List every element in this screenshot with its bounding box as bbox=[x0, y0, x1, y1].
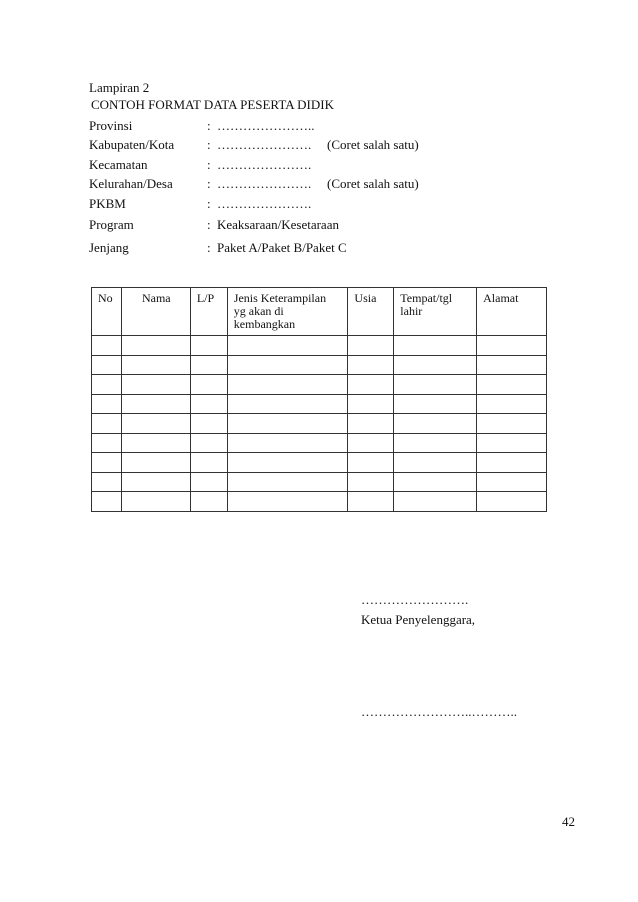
table-cell[interactable] bbox=[227, 492, 348, 512]
table-cell[interactable] bbox=[190, 414, 227, 434]
table-cell[interactable] bbox=[348, 472, 394, 492]
table-cell[interactable] bbox=[121, 375, 190, 395]
table-cell[interactable] bbox=[348, 375, 394, 395]
table-row bbox=[92, 336, 547, 356]
column-header: L/P bbox=[190, 288, 227, 336]
field-value: Paket A/Paket B/Paket C bbox=[217, 239, 347, 255]
field-value: ………………….. bbox=[217, 117, 315, 133]
field-value: …………………. bbox=[217, 137, 312, 153]
table-cell[interactable] bbox=[348, 453, 394, 473]
table-row bbox=[92, 433, 547, 453]
table-cell[interactable] bbox=[92, 336, 122, 356]
field-label: Kelurahan/Desa bbox=[89, 176, 173, 192]
table-row bbox=[92, 355, 547, 375]
column-header: Alamat bbox=[477, 288, 547, 336]
signature-name-line: ……………………..……….. bbox=[361, 704, 517, 719]
table-cell[interactable] bbox=[394, 375, 477, 395]
field-colon: : bbox=[207, 117, 211, 133]
field-note: (Coret salah satu) bbox=[327, 176, 419, 192]
field-colon: : bbox=[207, 176, 211, 192]
table-cell[interactable] bbox=[227, 414, 348, 434]
page-number: 42 bbox=[562, 814, 575, 829]
identity-fields bbox=[89, 116, 419, 258]
field-row-kecamatan bbox=[89, 155, 419, 175]
table-cell[interactable] bbox=[121, 336, 190, 356]
form-title: CONTOH FORMAT DATA PESERTA DIDIK bbox=[91, 97, 334, 112]
field-colon: : bbox=[207, 156, 211, 172]
table-cell[interactable] bbox=[227, 355, 348, 375]
column-header: Nama bbox=[121, 288, 190, 336]
table-cell[interactable] bbox=[92, 394, 122, 414]
table-cell[interactable] bbox=[92, 375, 122, 395]
table-cell[interactable] bbox=[394, 492, 477, 512]
table-cell[interactable] bbox=[190, 472, 227, 492]
table-row bbox=[92, 453, 547, 473]
field-row-kabupaten bbox=[89, 136, 419, 156]
table-cell[interactable] bbox=[227, 394, 348, 414]
table-cell[interactable] bbox=[121, 453, 190, 473]
signature-place-date: ……………………. bbox=[361, 592, 469, 607]
table-cell[interactable] bbox=[348, 336, 394, 356]
table-cell[interactable] bbox=[477, 414, 547, 434]
table-cell[interactable] bbox=[227, 375, 348, 395]
field-colon: : bbox=[207, 239, 211, 255]
table-cell[interactable] bbox=[394, 394, 477, 414]
table-cell[interactable] bbox=[190, 492, 227, 512]
table-cell[interactable] bbox=[477, 336, 547, 356]
table-cell[interactable] bbox=[394, 433, 477, 453]
table-cell[interactable] bbox=[227, 336, 348, 356]
field-value: Keaksaraan/Kesetaraan bbox=[217, 217, 339, 233]
table-cell[interactable] bbox=[121, 394, 190, 414]
table-cell[interactable] bbox=[394, 453, 477, 473]
table-cell[interactable] bbox=[477, 453, 547, 473]
participant-table bbox=[91, 287, 547, 512]
table-cell[interactable] bbox=[121, 492, 190, 512]
table-cell[interactable] bbox=[348, 414, 394, 434]
table-cell[interactable] bbox=[477, 394, 547, 414]
field-row-pkbm bbox=[89, 194, 419, 214]
table-cell[interactable] bbox=[121, 355, 190, 375]
table-cell[interactable] bbox=[477, 355, 547, 375]
table-cell[interactable] bbox=[394, 336, 477, 356]
field-row-kelurahan bbox=[89, 175, 419, 195]
field-row-program bbox=[89, 216, 419, 236]
field-row-jenjang bbox=[89, 238, 419, 258]
field-value: …………………. bbox=[217, 156, 312, 172]
table-cell[interactable] bbox=[92, 472, 122, 492]
table-cell[interactable] bbox=[92, 414, 122, 434]
column-header: Jenis Keterampilan yg akan di kembangkan bbox=[227, 288, 348, 336]
signature-role: Ketua Penyelenggara, bbox=[361, 612, 476, 627]
field-value: …………………. bbox=[217, 176, 312, 192]
table-body bbox=[92, 336, 547, 512]
table-cell[interactable] bbox=[92, 355, 122, 375]
field-value: …………………. bbox=[217, 195, 312, 211]
field-label: Provinsi bbox=[89, 117, 133, 133]
table-cell[interactable] bbox=[348, 355, 394, 375]
column-header: No bbox=[92, 288, 122, 336]
table-cell[interactable] bbox=[190, 394, 227, 414]
table-cell[interactable] bbox=[92, 453, 122, 473]
table-row bbox=[92, 394, 547, 414]
table-cell[interactable] bbox=[394, 472, 477, 492]
field-label: Kecamatan bbox=[89, 156, 148, 172]
field-note: (Coret salah satu) bbox=[327, 137, 419, 153]
table-cell[interactable] bbox=[394, 355, 477, 375]
table-row bbox=[92, 414, 547, 434]
table-cell[interactable] bbox=[121, 433, 190, 453]
table-row bbox=[92, 492, 547, 512]
table-cell[interactable] bbox=[227, 433, 348, 453]
field-label: Kabupaten/Kota bbox=[89, 137, 175, 153]
table-header-row bbox=[92, 288, 547, 336]
table-cell[interactable] bbox=[190, 453, 227, 473]
table-cell[interactable] bbox=[348, 433, 394, 453]
table-cell[interactable] bbox=[348, 394, 394, 414]
field-colon: : bbox=[207, 217, 211, 233]
field-label: PKBM bbox=[89, 195, 126, 211]
table-cell[interactable] bbox=[394, 414, 477, 434]
table-cell[interactable] bbox=[92, 492, 122, 512]
table-cell[interactable] bbox=[477, 472, 547, 492]
table-cell[interactable] bbox=[348, 492, 394, 512]
table-cell[interactable] bbox=[477, 375, 547, 395]
column-header: Usia bbox=[348, 288, 394, 336]
table-row bbox=[92, 472, 547, 492]
table-cell[interactable] bbox=[190, 375, 227, 395]
table-cell[interactable] bbox=[190, 355, 227, 375]
appendix-label: Lampiran 2 bbox=[89, 80, 150, 95]
table-cell[interactable] bbox=[190, 433, 227, 453]
field-label: Jenjang bbox=[89, 239, 129, 255]
table-cell[interactable] bbox=[477, 492, 547, 512]
table-cell[interactable] bbox=[121, 472, 190, 492]
table-cell[interactable] bbox=[190, 336, 227, 356]
table-cell[interactable] bbox=[477, 433, 547, 453]
table-cell[interactable] bbox=[92, 433, 122, 453]
field-label: Program bbox=[89, 217, 134, 233]
table-row bbox=[92, 375, 547, 395]
table-cell[interactable] bbox=[227, 453, 348, 473]
field-row-provinsi bbox=[89, 116, 419, 136]
table-cell[interactable] bbox=[121, 414, 190, 434]
field-colon: : bbox=[207, 137, 211, 153]
column-header: Tempat/tgl lahir bbox=[394, 288, 477, 336]
field-colon: : bbox=[207, 195, 211, 211]
table-cell[interactable] bbox=[227, 472, 348, 492]
